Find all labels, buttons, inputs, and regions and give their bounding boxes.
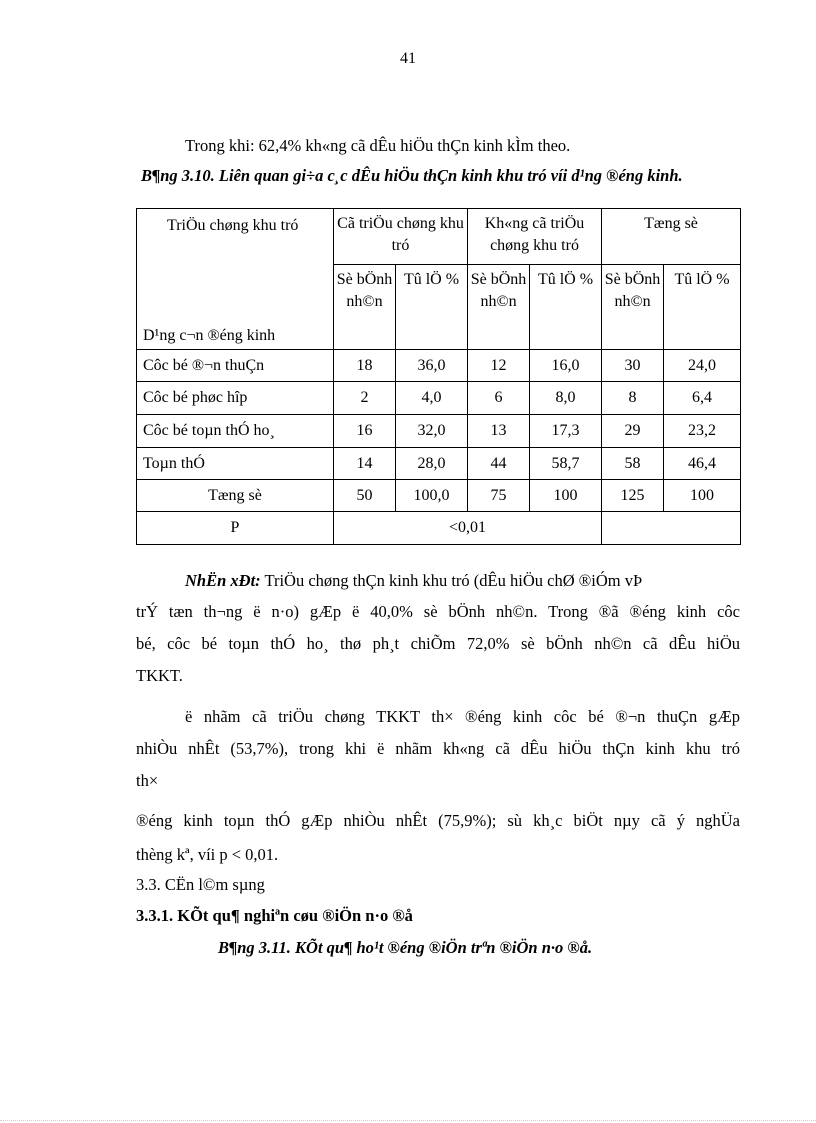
cell: 14	[334, 448, 396, 480]
row-label: Côc bé ®¬n thuÇn	[137, 350, 334, 382]
page-bottom-border	[0, 1120, 816, 1121]
cell: 6	[468, 382, 530, 415]
cell: 29	[602, 415, 664, 448]
row-label: Côc bé phøc hîp	[137, 382, 334, 415]
sub-header-count: Sè bÖnh nh©n	[602, 265, 664, 350]
table-caption-2: B¶ng 3.11. KÕt qu¶ ho¹t ®éng ®iÖn trªn ®iÖn n·o ®å.	[218, 938, 593, 957]
table-row-total	[137, 480, 741, 512]
cell: 12	[468, 350, 530, 382]
cell: 18	[334, 350, 396, 382]
corner-top: TriÖu chøng khu tró	[167, 217, 299, 234]
corner-bottom: D¹ng c¬n ®éng kinh	[143, 327, 276, 344]
comment-first-line	[185, 571, 642, 591]
cell: 8,0	[530, 382, 602, 415]
paragraph-line: ®éng kinh toµn thÓ gÆp nhiÒu nhÊt (75,9%); sù kh¸c biÖt nµy cã ý nghÜa	[136, 811, 740, 830]
comment-line: bé, côc bé toµn thÓ ho¸ thø ph¸t chiÕm 72,0% sè bÖnh nh©n cã dÊu hiÖu	[136, 634, 740, 653]
cell: 24,0	[664, 350, 741, 382]
cell: 46,4	[664, 448, 741, 480]
table-row	[137, 415, 741, 448]
data-table	[136, 208, 741, 545]
table-caption: B¶ng 3.10. Liên quan gi÷a c¸c dÊu hiÖu thÇn kinh khu tró víi d¹ng ®éng kinh.	[141, 166, 683, 185]
group-header: Cã triÖu chøng khu tró	[334, 209, 468, 265]
row-label: Tæng sè	[137, 480, 334, 512]
comment-label: NhËn xÐt:	[185, 571, 261, 590]
sub-header-pct: Tû lÖ %	[396, 265, 468, 350]
comment-line: TKKT.	[136, 666, 183, 685]
cell: 50	[334, 480, 396, 512]
cell: 17,3	[530, 415, 602, 448]
cell: 36,0	[396, 350, 468, 382]
group-header: Kh«ng cã triÖu chøng khu tró	[468, 209, 602, 265]
cell: 44	[468, 448, 530, 480]
paragraph-line: thèng kª, víi p < 0,01.	[136, 845, 279, 864]
row-label: Toµn thÓ	[137, 448, 334, 480]
cell: 100	[664, 480, 741, 512]
table-row	[137, 350, 741, 382]
p-label: P	[137, 512, 334, 545]
sub-header-pct: Tû lÖ %	[530, 265, 602, 350]
paragraph-line: ë nhãm cã triÖu chøng TKKT th× ®éng kinh côc bé ®¬n thuÇn gÆp	[185, 707, 740, 726]
intro-line: Trong khi: 62,4% kh«ng cã dÊu hiÖu thÇn kinh kÌm theo.	[185, 136, 571, 155]
section-heading: 3.3. CËn l©m sµng	[136, 875, 265, 894]
p-value: <0,01	[334, 512, 602, 545]
cell: 8	[602, 382, 664, 415]
cell: 23,2	[664, 415, 741, 448]
cell: 30	[602, 350, 664, 382]
cell: 100	[530, 480, 602, 512]
comment-line: TriÖu chøng thÇn kinh khu tró (dÊu hiÖu chØ ®iÓm vÞ	[264, 571, 643, 590]
cell: 125	[602, 480, 664, 512]
table-row-p	[137, 512, 741, 545]
subsection-heading: 3.3.1. KÕt qu¶ nghiªn cøu ®iÖn n·o ®å	[136, 906, 413, 925]
sub-header-count: Sè bÖnh nh©n	[468, 265, 530, 350]
comment-line: trÝ tæn th¬ng ë n·o) gÆp ë 40,0% sè bÖnh nh©n. Trong ®ã ®éng kinh côc	[136, 602, 740, 621]
cell: 2	[334, 382, 396, 415]
table-row	[137, 382, 741, 415]
cell: 75	[468, 480, 530, 512]
paragraph-line: nhiÒu nhÊt (53,7%), trong khi ë nhãm kh«ng cã dÊu hiÖu thÇn kinh khu tró	[136, 739, 740, 758]
cell: 16,0	[530, 350, 602, 382]
cell: 6,4	[664, 382, 741, 415]
page-number: 41	[400, 50, 416, 67]
row-label: Côc bé toµn thÓ ho¸	[137, 415, 334, 448]
cell: 58,7	[530, 448, 602, 480]
cell: 100,0	[396, 480, 468, 512]
empty-cell	[602, 512, 741, 545]
cell: 13	[468, 415, 530, 448]
sub-header-pct: Tû lÖ %	[664, 265, 741, 350]
cell: 28,0	[396, 448, 468, 480]
group-header: Tæng sè	[602, 209, 741, 265]
paragraph-line: th×	[136, 771, 159, 790]
sub-header-count: Sè bÖnh nh©n	[334, 265, 396, 350]
table-row	[137, 448, 741, 480]
cell: 4,0	[396, 382, 468, 415]
corner-header	[137, 209, 334, 350]
cell: 58	[602, 448, 664, 480]
cell: 32,0	[396, 415, 468, 448]
cell: 16	[334, 415, 396, 448]
